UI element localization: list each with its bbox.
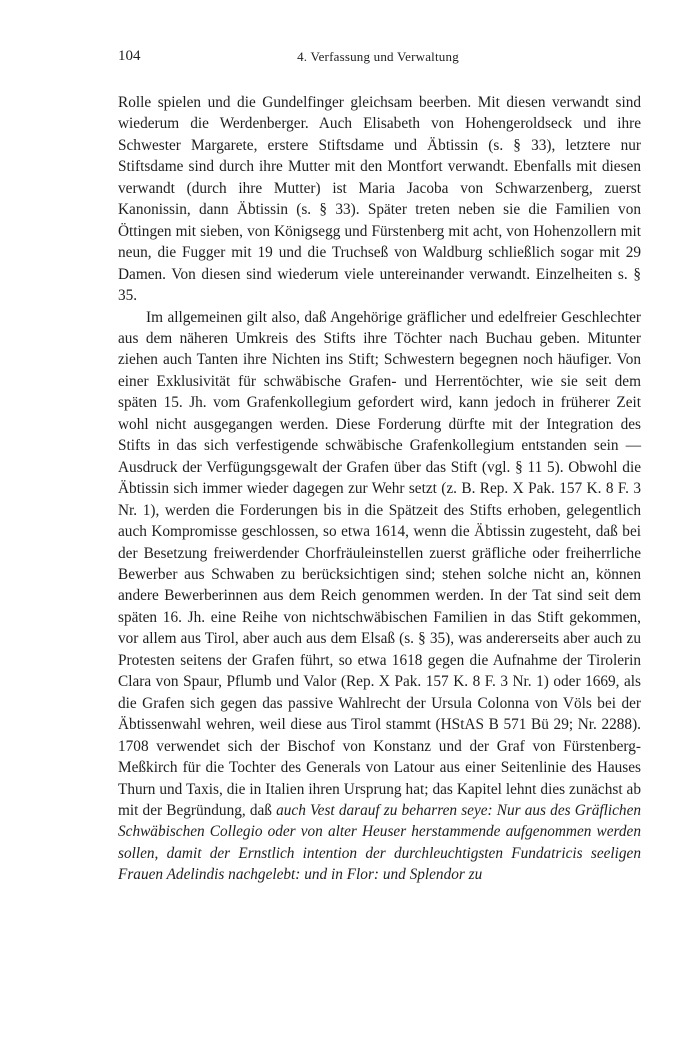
running-header <box>118 48 638 68</box>
historical-quote: auch Vest darauf zu beharren seye: Nur aus des Gräflichen Schwäbischen Collegio oder von alter Heuser herstammende aufgenommen werden sollen, damit der Ernstlich intention der durchleuchtigsten Fundatricis seeligen Frauen Adelindis nachgelebt: und in Flor: und Splendor zu <box>118 801 642 884</box>
running-title: 4. Verfassung und Verwaltung <box>297 49 459 64</box>
paragraph-2 <box>118 307 641 886</box>
paragraph-1: Rolle spielen und die Gundelfinger gleichsam beerben. Mit diesen verwandt sind wiederum die Werdenberger. Auch Elisabeth von Hohengeroldseck und ihre Schwester Margarete, erstere Stiftsdame und Äbtissin (s. § 33), letztere nur Stiftsdame sind durch ihre Mutter mit den Montfort verwandt. Ebenfalls mit diesen verwandt (durch ihre Mutter) ist Maria Jacoba von Schwarzenberg, zuerst Kanonissin, dann Äbtissin (s. § 33). Später treten neben sie die Familien von Öttingen mit sieben, von Königsegg und Fürstenberg mit acht, von Hohenzollern mit neun, die Fugger mit 19 und die Truchseß von Waldburg schließlich sogar mit 29 Damen. Von diesen sind wiederum viele untereinander verwandt. Einzelheiten s. § 35. <box>118 94 641 305</box>
page-number: 104 <box>118 48 141 64</box>
body-text <box>118 92 641 886</box>
paragraph-2-text: Im allgemeinen gilt also, daß Angehörige gräflicher und edelfreier Geschlechter aus dem näheren Umkreis des Stifts ihre Töchter nach Buchau geben. Mitunter ziehen auch Tanten ihre Nichten ins Stift; Schwestern begegnen noch häufiger. Von einer Exklusivität für schwäbische Grafen- und Herrentöchter, wie sie seit dem späten 15. Jh. vom Grafenkollegium gefordert wird, kann jedoch in früherer Zeit wohl nicht ausgegangen werden. Diese Forderung dürfte mit der Integration des Stifts in das sich verfestigende schwäbische Grafenkollegium entstanden sein — Ausdruck der Verfügungsgewalt der Grafen über das Stift (vgl. § 11 5). Obwohl die Äbtissin sich immer wieder dagegen zur Wehr setzt (z. B. Rep. X Pak. 157 K. 8 F. 3 Nr. 1), werden die Forderungen bis in die Spätzeit des Stifts erhoben, gelegentlich auch Kompromisse geschlossen, so etwa 1614, wenn die Äbtissin zugesteht, daß bei der Besetzung freiwerdender Chorfräuleinstellen zuerst gräfliche oder freiherrliche Bewerber aus Schwaben zu berücksichtigen sind; stehen solche nicht an, können andere Bewerberinnen aus dem Reich genommen werden. In der Tat sind seit dem späten 16. Jh. eine Reihe von nichtschwäbischen Familien in das Stift gekommen, vor allem aus Tirol, aber auch aus dem Elsaß (s. § 35), was andererseits aber auch zu Protesten seitens der Grafen führt, so etwa 1618 gegen die Aufnahme der Tirolerin Clara von Spaur, Pflumb und Valor (Rep. X Pak. 157 K. 8 F. 3 Nr. 1) oder 1669, als die Grafen sich gegen das passive Wahlrecht der Ursula Colonna von Völs bei der Äbtissenwahl wehren, weil diese aus Tirol stammt (HStAS B 571 Bü 29; Nr. 2288). 1708 verwendet sich der Bischof von Konstanz und der Graf von Fürstenberg-Meßkirch für die Tochter des Generals von Latour aus einer Seitenlinie des Hauses Thurn und Taxis, die in Italien ihren Ursprung hat; das Kapitel lehnt dies zunächst ab mit der Begründung, daß <box>118 308 641 819</box>
